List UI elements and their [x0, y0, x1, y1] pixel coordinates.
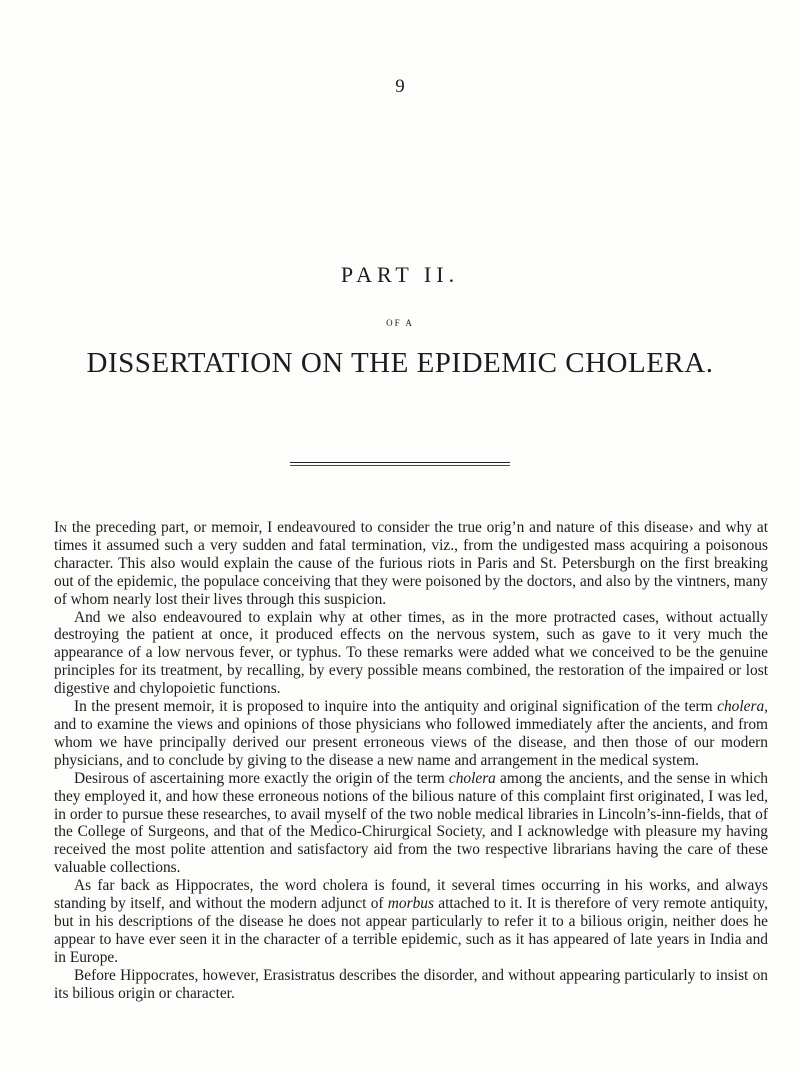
paragraph-4-text-b: among the ancients, and the sense in which they employed it, and how these erroneous notions of the bilious nature of this complaint first originated, I was led, in order to pursue these researches, to avail myself of the two noble medical libraries in Lincoln’s-inn-fields, that of the College of Surgeons, and that of the Medico-Chirurgical Society, and I acknowledge with pleasure my having received the most polite attention and satisfactory aid from the two respective librarians having the care of these valuable collections. [54, 769, 768, 877]
lead-word: In [54, 519, 68, 536]
italic-term: cholera [448, 769, 496, 787]
paragraph-2: And we also endeavoured to explain why at other times, as in the more protracted cases, without actually destroying the patient at once, it produced effects on the nervous system, such as gave to it very much the appearance of a low nervous fever, or typhus. To these remarks were added what we conceived to be the genuine principles for its treatment, by recalling, by every possible means combined, the restoration of the impaired or lost digestive and chylopoietic functions. [54, 608, 768, 698]
main-title: DISSERTATION ON THE EPIDEMIC CHOLERA. [86, 347, 714, 379]
italic-term: morbus [387, 895, 434, 913]
paragraph-5-text-b: attached to it. It is therefore of very remote antiquity, but in his descriptions of the disease he does not appear particularly to refer it to a bilious origin, neither does he appear to have ever seen it in the character of a terrible epidemic, such as it has appeared of late years in India and in Europe. [54, 895, 768, 966]
paragraph-6: Before Hippocrates, however, Erasistratus describes the disorder, and without appearing particularly to insist on its bilious origin or character. [54, 966, 768, 1002]
body-text [54, 519, 768, 1002]
subtitle: OF A [386, 318, 414, 328]
paragraph-3-text-b: , and to examine the views and opinions of those physicians who followed immediately after the ancients, and from whom we have principally derived our present erroneous views of the disease, and then those of our modern physicians, and to conclude by giving to the disease a new name and arrangement in the medical system. [54, 698, 768, 769]
italic-term: cholera [717, 698, 765, 716]
title-divider [290, 462, 510, 465]
paragraph-3-text-a: In the present memoir, it is proposed to inquire into the antiquity and original signification of the term [74, 698, 718, 716]
part-title: PART II. [340, 262, 460, 287]
page-number: 9 [395, 76, 405, 97]
paragraph-1 [54, 519, 768, 609]
paragraph-4 [54, 770, 768, 877]
paragraph-5-text-a: As far back as Hippocrates, the word cholera is found, it several times occurring in his works, and always standing by itself, and without the modern adjunct of [54, 877, 768, 913]
paragraph-3 [54, 698, 768, 770]
paragraph-5 [54, 877, 768, 967]
paragraph-1-text: the preceding part, or memoir, I endeavoured to consider the true orig’n and nature of this disease› and why at times it assumed such a very sudden and fatal termination, viz., from the undigested mass acquiring a poisonous character. This also would explain the cause of the furious riots in Paris and St. Petersburgh on the first breaking out of the epidemic, the populace conceiving that they were poisoned by the doctors, and also by the vintners, many of whom nearly lost their lives through this suspicion. [54, 519, 768, 608]
paragraph-4-text-a: Desirous of ascertaining more exactly the origin of the term [74, 769, 449, 787]
